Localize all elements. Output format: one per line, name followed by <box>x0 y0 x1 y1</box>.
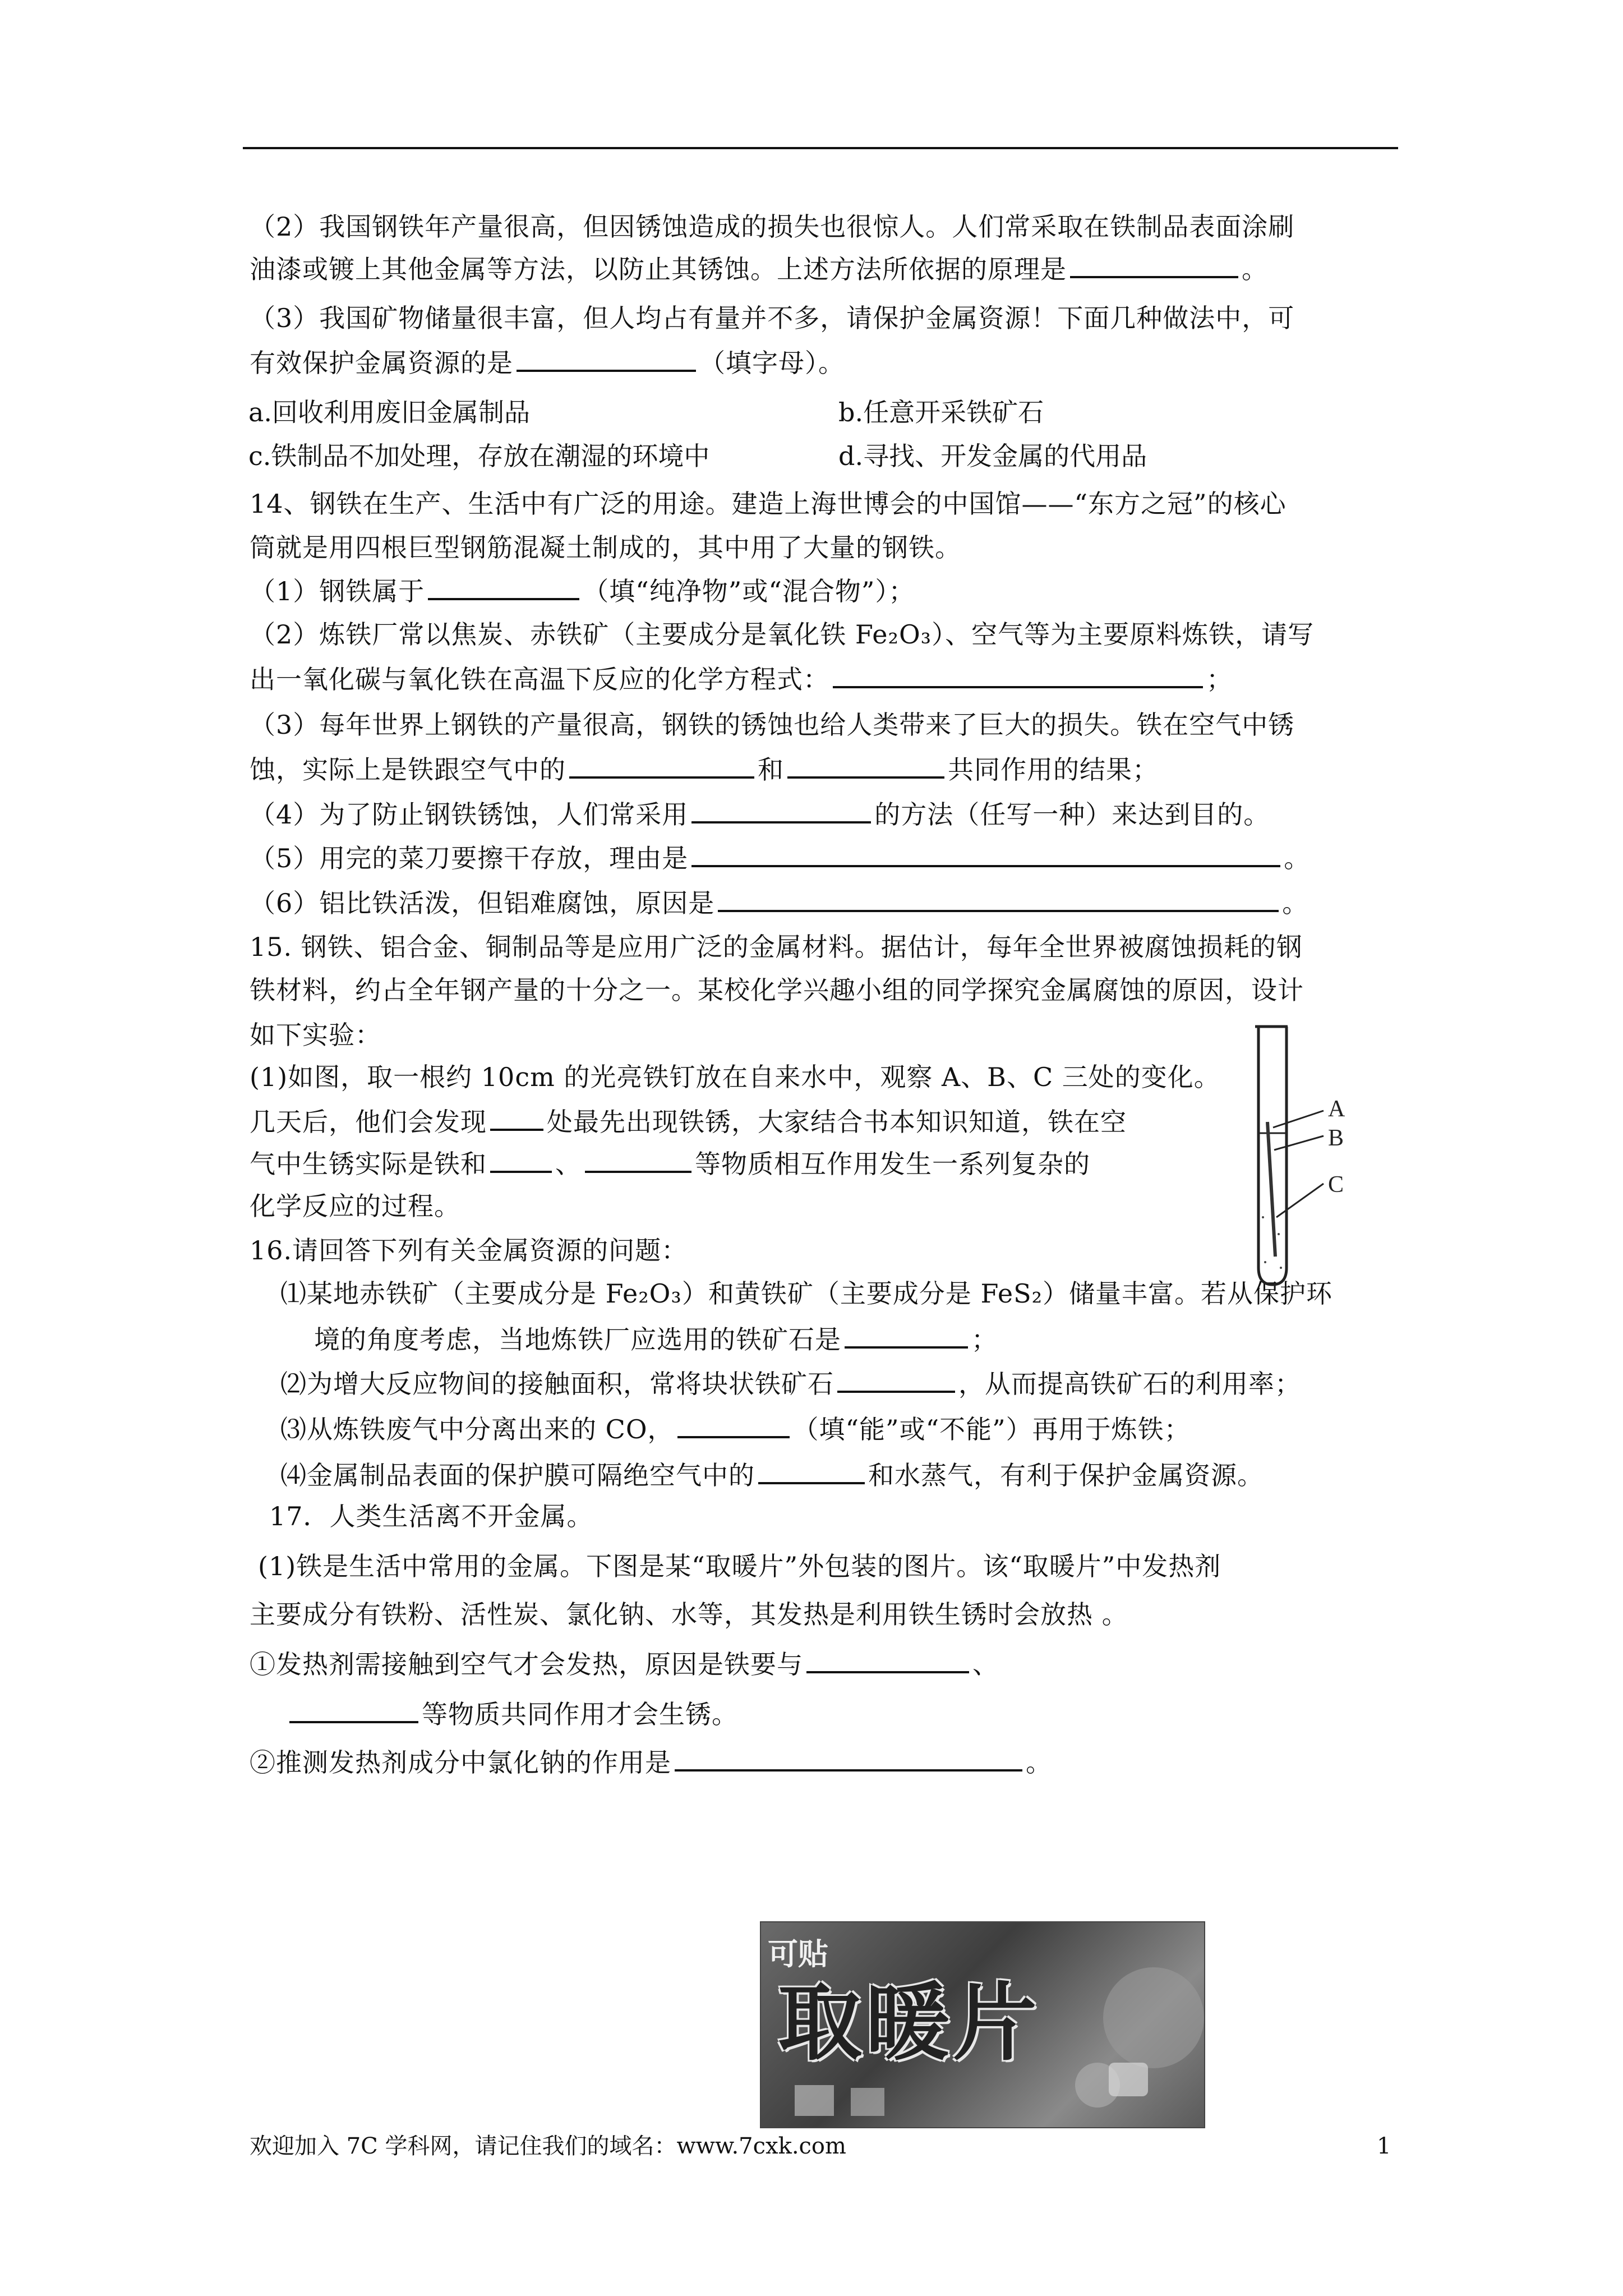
answer-blank[interactable] <box>517 345 696 372</box>
text-line <box>250 840 1310 875</box>
line-text: (1)铁是生活中常用的金属。下图是某“取暖片”外包装的图片。该“取暖片”中发热剂 <box>258 1551 1221 1581</box>
line-text: （4）为了防止钢铁锈蚀，人们常采用 <box>250 799 689 830</box>
label-b: B <box>1328 1125 1344 1151</box>
answer-blank[interactable] <box>569 752 754 779</box>
line-text: ⑶从炼铁废气中分离出来的 CO， <box>280 1414 674 1444</box>
text-line <box>250 1234 688 1267</box>
line-text-after-blank: 等物质相互作用发生一系列复杂的 <box>695 1149 1090 1179</box>
line-text: ⑷金属制品表面的保护膜可隔绝空气中的 <box>280 1460 755 1490</box>
line-text-after-blank: （填“纯净物”或“混合物”）； <box>583 576 915 606</box>
line-text: （6）铝比铁活泼，但铝难腐蚀，原因是 <box>250 888 715 918</box>
line-text: （2）我国钢铁年产量很高，但因锈蚀造成的损失也很惊人。人们常采取在铁制品表面涂刷 <box>250 211 1295 242</box>
option-b: b.任意开采铁矿石 <box>838 397 1044 427</box>
line-text: (1)如图，取一根约 10cm 的光亮铁钉放在自来水中，观察 A、B、C 三处的变化。 <box>250 1062 1220 1092</box>
text-line <box>286 1696 738 1731</box>
line-text: 16.请回答下列有关金属资源的问题： <box>250 1235 688 1266</box>
line-text-after-blank: 等物质共同作用才会生锈。 <box>422 1699 738 1729</box>
text-line <box>280 1277 1332 1310</box>
text-line <box>250 885 1308 920</box>
heat-pack-photo <box>760 1921 1205 2128</box>
test-tube-diagram <box>1251 1021 1363 1290</box>
line-text-after-blank: 。 <box>1026 1747 1052 1778</box>
text-line <box>250 973 1304 1007</box>
line-text: 化学反应的过程。 <box>250 1191 460 1221</box>
text-line <box>250 531 961 564</box>
line-text: ②推测发热剂成分中氯化钠的作用是 <box>250 1747 671 1778</box>
text-line <box>250 1598 1128 1631</box>
line-text: 筒就是用四根巨型钢筋混凝土制成的，其中用了大量的钢铁。 <box>250 532 961 563</box>
line-text-after-blank: 。 <box>1284 843 1311 873</box>
answer-blank[interactable] <box>428 573 579 600</box>
line-text: 有效保护金属资源的是 <box>250 348 513 378</box>
text-line <box>250 301 1294 335</box>
label-a: A <box>1328 1096 1345 1122</box>
option-c: c.铁制品不加处理，存放在潮湿的环境中 <box>248 441 710 471</box>
line-text-after-blank: 、 <box>972 1649 999 1680</box>
line-text: （3）我国矿物储量很丰富，但人均占有量并不多，请保护金属资源！下面几种做法中，可 <box>250 303 1295 333</box>
line-text-after-blank: 和水蒸气，有利于保护金属资源。 <box>868 1460 1264 1490</box>
answer-blank[interactable] <box>758 1457 865 1484</box>
line-text: （5）用完的菜刀要擦干存放，理由是 <box>250 843 689 873</box>
text-line <box>250 251 1268 286</box>
line-text: （1）钢铁属于 <box>250 576 425 606</box>
line-text-after-blank: 。 <box>1242 254 1268 284</box>
line-text-after-blank: 。 <box>1282 888 1309 918</box>
line-text: 气中生锈实际是铁和 <box>250 1149 487 1179</box>
line-text-after-blank: 共同作用的结果； <box>948 754 1159 785</box>
line-text-after-blank: （填“能”或“不能”）再用于炼铁； <box>792 1414 1191 1444</box>
line-text: 如下实验： <box>250 1020 381 1050</box>
line-text-after-blank: 的方法（任写一种）来达到目的。 <box>874 799 1270 830</box>
line-text: （3）每年世界上钢铁的产量很高，钢铁的锈蚀也给人类带来了巨大的损失。铁在空气中锈 <box>250 710 1295 740</box>
line-text-after-blank: ，从而提高铁矿石的利用率； <box>958 1369 1301 1399</box>
line-text: 油漆或镀上其他金属等方法，以防止其锈蚀。上述方法所依据的原理是 <box>250 254 1067 284</box>
answer-blank[interactable] <box>677 1411 790 1438</box>
page-number: 1 <box>1377 2133 1391 2159</box>
answer-blank[interactable] <box>845 1322 968 1349</box>
answer-blank[interactable] <box>1070 251 1238 278</box>
photo-brand-text: 取暖片 <box>778 1975 1041 2072</box>
text-line <box>250 1146 1090 1181</box>
answer-blank[interactable] <box>490 1104 543 1131</box>
line-text: 17．人类生活离不开金属。 <box>269 1501 593 1531</box>
text-line <box>280 1366 1301 1401</box>
text-line <box>250 573 915 608</box>
option-a: a.回收利用废旧金属制品 <box>248 397 531 427</box>
text-line <box>250 797 1270 831</box>
answer-blank[interactable] <box>837 1366 955 1393</box>
answer-blank[interactable] <box>833 661 1203 688</box>
line-text-after-blank: 和 <box>758 754 784 785</box>
text-line <box>250 1018 381 1052</box>
text-line <box>269 1499 593 1533</box>
line-text: 蚀，实际上是铁跟空气中的 <box>250 754 566 785</box>
line-text: ⑵为增大反应物间的接触面积，常将块状铁矿石 <box>280 1369 834 1399</box>
line-text: ①发热剂需接触到空气才会发热，原因是铁要与 <box>250 1649 803 1680</box>
text-line <box>280 1457 1264 1492</box>
line-text: 境的角度考虑，当地炼铁厂应选用的铁矿石是 <box>314 1324 841 1355</box>
text-line <box>250 930 1303 964</box>
text-line <box>250 210 1294 243</box>
answer-blank[interactable] <box>289 1696 418 1723</box>
text-line <box>250 1745 1052 1779</box>
photo-top-text: 可贴 <box>768 1936 828 1972</box>
answer-blank[interactable] <box>691 797 871 823</box>
line-text: （2）炼铁厂常以焦炭、赤铁矿（主要成分是氧化铁 Fe₂O₃）、空气等为主要原料炼铁，请写 <box>250 619 1315 650</box>
text-line <box>314 1322 998 1356</box>
option-d: d.寻找、开发金属的代用品 <box>838 441 1147 471</box>
answer-blank[interactable] <box>806 1646 969 1673</box>
line-text-after-blank: 处最先出现铁锈，大家结合书本知识知道，铁在空 <box>547 1107 1127 1137</box>
line-text: 出一氧化碳与氧化铁在高温下反应的化学方程式： <box>250 664 829 694</box>
line-text-after-blank: 、 <box>555 1149 582 1179</box>
label-c: C <box>1328 1172 1344 1198</box>
text-line <box>250 618 1314 651</box>
text-line <box>250 487 1287 521</box>
answer-blank[interactable] <box>691 840 1280 867</box>
footer-text: 欢迎加入 7C 学科网，请记住我们的域名：www.7cxk.com <box>250 2133 846 2159</box>
answer-blank[interactable] <box>490 1146 552 1173</box>
line-text: ⑴某地赤铁矿（主要成分是 Fe₂O₃）和黄铁矿（主要成分是 FeS₂）储量丰富。若从保护环 <box>280 1278 1333 1309</box>
text-line <box>250 1104 1127 1139</box>
line-text: 铁材料，约占全年钢产量的十分之一。某校化学兴趣小组的同学探究金属腐蚀的原因，设计 <box>250 975 1304 1005</box>
answer-blank[interactable] <box>718 885 1279 912</box>
text-line <box>250 345 845 380</box>
answer-blank[interactable] <box>585 1146 691 1173</box>
line-text-after-blank: ； <box>1206 664 1233 694</box>
line-text: 14、钢铁在生产、生活中有广泛的用途。建造上海世博会的中国馆——“东方之冠”的核心 <box>250 489 1287 519</box>
text-line <box>280 1411 1191 1446</box>
text-line <box>258 1549 1221 1583</box>
text-line <box>250 1646 999 1681</box>
line-text-after-blank: ； <box>971 1324 998 1355</box>
line-text-after-blank: （填字母）。 <box>699 348 845 378</box>
test-tube-figure <box>1251 1021 1363 1290</box>
line-text: 主要成分有铁粉、活性炭、氯化钠、水等，其发热是利用铁生锈时会放热 。 <box>250 1599 1128 1630</box>
answer-blank[interactable] <box>675 1745 1022 1772</box>
line-text: 15. 钢铁、铝合金、铜制品等是应用广泛的金属材料。据估计，每年全世界被腐蚀损耗的钢 <box>250 932 1303 962</box>
photo-decoration <box>761 1922 1204 2127</box>
answer-blank[interactable] <box>787 752 944 779</box>
text-line <box>250 708 1294 742</box>
text-line <box>250 1060 1220 1094</box>
text-line <box>250 752 1159 786</box>
header-rule <box>243 147 1398 149</box>
text-line <box>250 1189 460 1223</box>
line-text: 几天后，他们会发现 <box>250 1107 487 1137</box>
text-line <box>250 661 1233 696</box>
